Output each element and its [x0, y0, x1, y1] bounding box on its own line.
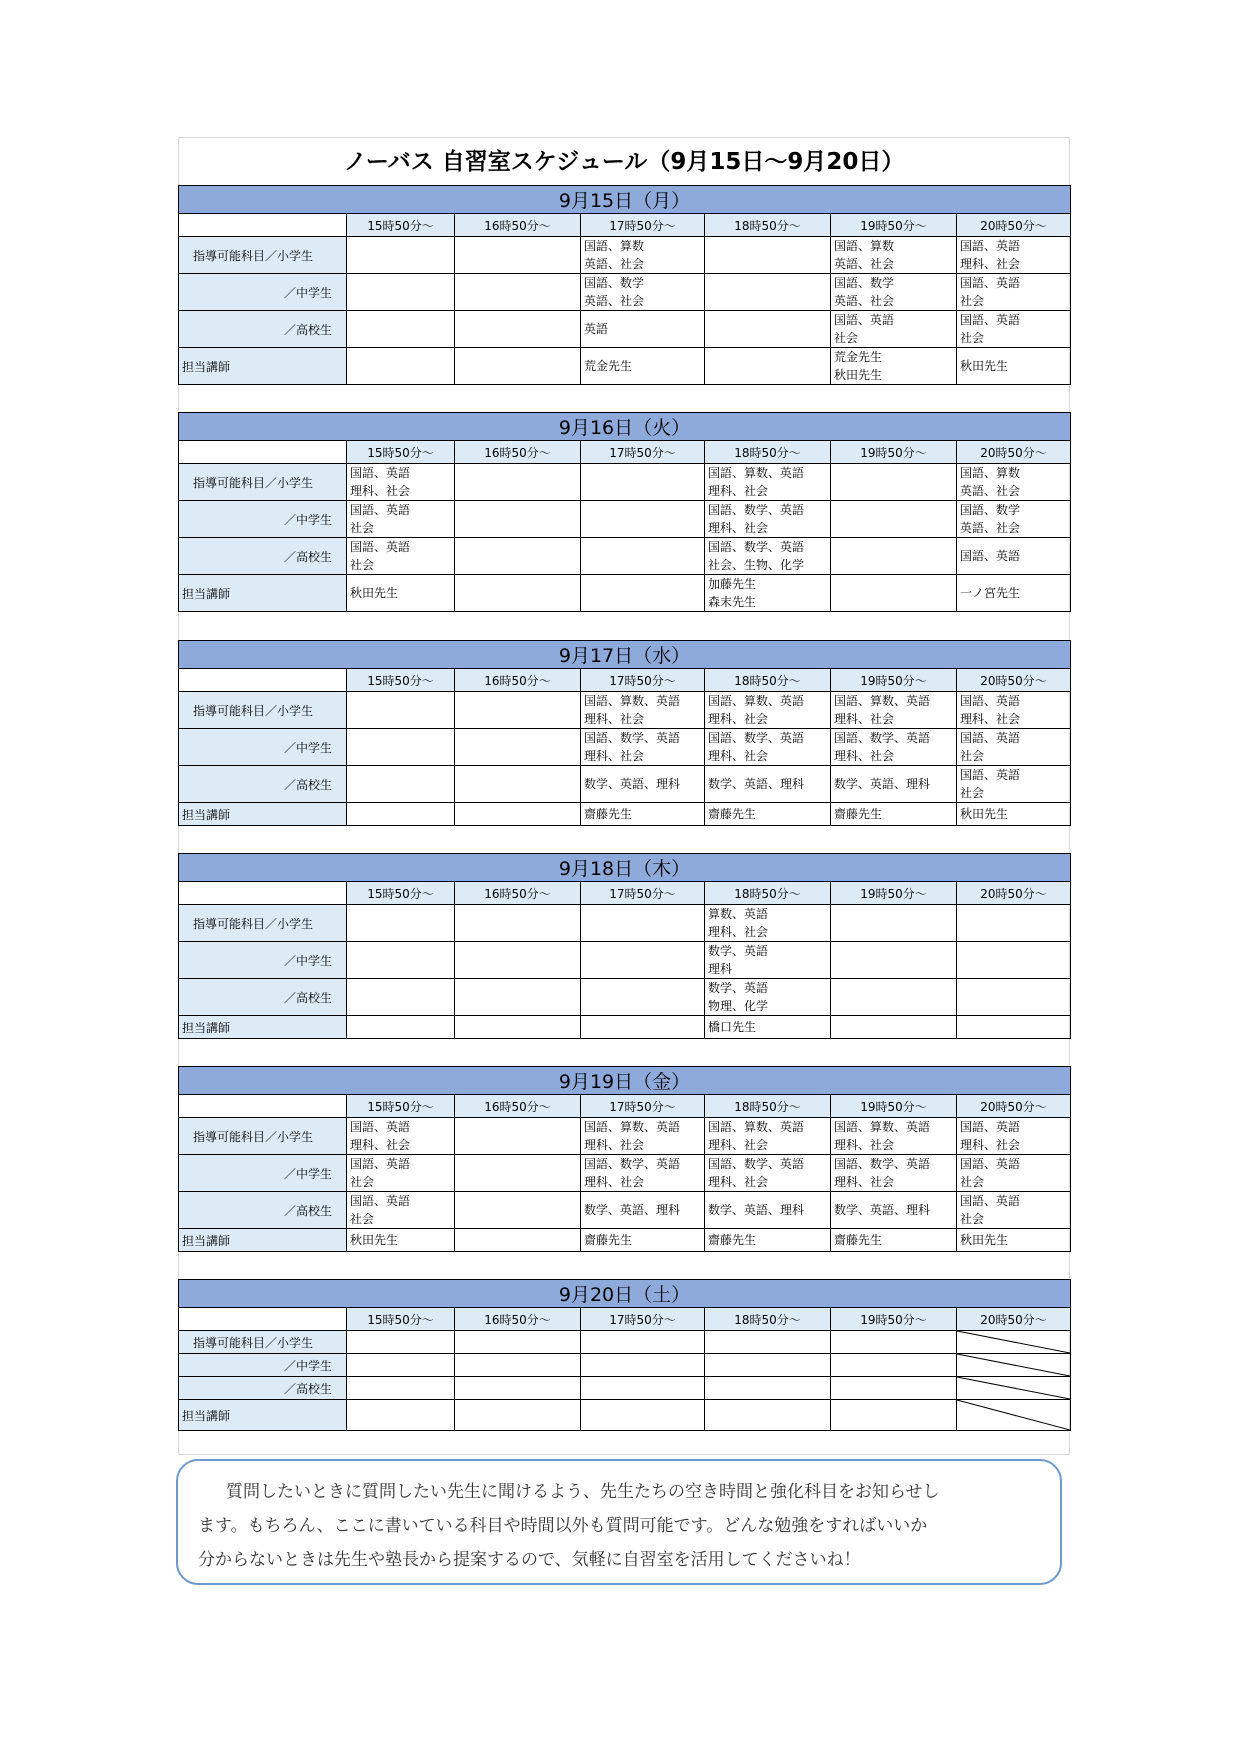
time-slot-header: 16時50分～	[455, 441, 581, 464]
subject-cell	[347, 1331, 455, 1354]
subject-cell	[455, 942, 581, 979]
subject-cell	[347, 942, 455, 979]
subject-cell	[705, 1354, 831, 1377]
subject-cell	[831, 464, 957, 501]
unavailable-slash-cell	[957, 1377, 1071, 1400]
subject-cell	[831, 1354, 957, 1377]
subject-cell: 国語、英語 理科、社会	[347, 1118, 455, 1155]
time-slot-header: 20時50分～	[957, 214, 1071, 237]
subject-cell	[581, 1331, 705, 1354]
junior-row	[179, 729, 1071, 766]
header-blank-cell	[179, 669, 347, 692]
subject-cell	[455, 538, 581, 575]
teacher-row	[179, 1400, 1071, 1431]
subject-cell	[705, 1377, 831, 1400]
subject-cell: 国語、算数、英語 理科、社会	[831, 1118, 957, 1155]
subject-cell	[455, 311, 581, 348]
teacher-cell	[831, 1400, 957, 1431]
time-slot-header: 18時50分～	[705, 669, 831, 692]
subject-cell	[957, 905, 1071, 942]
subject-cell	[581, 942, 705, 979]
subject-cell	[831, 942, 957, 979]
subject-cell: 国語、英語 理科、社会	[957, 237, 1071, 274]
subject-cell: 英語	[581, 311, 705, 348]
subject-cell	[347, 766, 455, 803]
teacher-cell	[455, 1016, 581, 1039]
subject-cell: 国語、英語 社会	[347, 1192, 455, 1229]
row-label: ／中学生	[179, 274, 347, 311]
subject-cell: 国語、英語 社会	[957, 766, 1071, 803]
day-date-header: 9月16日（火）	[179, 413, 1071, 441]
notice-line-1: 質問したいときに質問したい先生に聞けるよう、先生たちの空き時間と強化科目をお知らせし	[226, 1482, 940, 1502]
diagonal-slash-icon	[957, 1377, 1070, 1399]
subject-cell	[705, 237, 831, 274]
teacher-cell	[455, 348, 581, 385]
subject-cell	[705, 1331, 831, 1354]
row-label: ／高校生	[179, 1377, 347, 1400]
teacher-cell	[831, 575, 957, 612]
teacher-cell: 荒金先生	[581, 348, 705, 385]
high-row	[179, 311, 1071, 348]
subject-cell: 国語、数学、英語 理科、社会	[705, 1155, 831, 1192]
row-label: ／高校生	[179, 311, 347, 348]
teacher-row	[179, 803, 1071, 826]
teacher-cell	[957, 1016, 1071, 1039]
elementary-row	[179, 905, 1071, 942]
row-label: 指導可能科目／小学生	[179, 237, 347, 274]
time-slot-header: 19時50分～	[831, 882, 957, 905]
subject-cell	[705, 311, 831, 348]
subject-cell	[831, 538, 957, 575]
teacher-cell	[455, 803, 581, 826]
subject-cell	[347, 1354, 455, 1377]
header-blank-cell	[179, 1308, 347, 1331]
day-table	[178, 1279, 1071, 1431]
row-label: ／高校生	[179, 979, 347, 1016]
subject-cell	[581, 1377, 705, 1400]
subject-cell	[455, 692, 581, 729]
header-blank-cell	[179, 214, 347, 237]
subject-cell	[347, 692, 455, 729]
teacher-cell	[581, 1016, 705, 1039]
teacher-cell	[705, 348, 831, 385]
junior-row	[179, 1354, 1071, 1377]
teacher-cell	[581, 575, 705, 612]
subject-cell	[581, 1354, 705, 1377]
teacher-row	[179, 1016, 1071, 1039]
teacher-cell: 秋田先生	[347, 575, 455, 612]
subject-cell: 国語、算数 英語、社会	[957, 464, 1071, 501]
high-row	[179, 766, 1071, 803]
time-slot-header: 16時50分～	[455, 214, 581, 237]
time-slot-header: 19時50分～	[831, 1308, 957, 1331]
subject-cell: 数学、英語、理科	[581, 766, 705, 803]
subject-cell	[347, 237, 455, 274]
row-label: ／中学生	[179, 1354, 347, 1377]
time-slot-header: 17時50分～	[581, 441, 705, 464]
time-slot-header: 20時50分～	[957, 882, 1071, 905]
subject-cell: 国語、英語 理科、社会	[347, 464, 455, 501]
notice-line-2: ます。もちろん、ここに書いている科目や時間以外も質問可能です。どんな勉強をすればいいか	[198, 1516, 928, 1536]
subject-cell: 国語、数学、英語 理科、社会	[581, 1155, 705, 1192]
time-slot-header: 15時50分～	[347, 441, 455, 464]
time-slot-header: 16時50分～	[455, 882, 581, 905]
day-table	[178, 1066, 1071, 1252]
teacher-cell	[831, 1016, 957, 1039]
teacher-cell	[581, 1400, 705, 1431]
time-slot-header: 20時50分～	[957, 669, 1071, 692]
row-label: 指導可能科目／小学生	[179, 1118, 347, 1155]
subject-cell: 国語、数学、英語 理科、社会	[705, 729, 831, 766]
subject-cell	[831, 979, 957, 1016]
subject-cell: 国語、算数、英語 理科、社会	[581, 692, 705, 729]
high-row	[179, 979, 1071, 1016]
high-row	[179, 1377, 1071, 1400]
teacher-cell: 秋田先生	[347, 1229, 455, 1252]
time-slot-header: 17時50分～	[581, 669, 705, 692]
subject-cell: 国語、数学 英語、社会	[957, 501, 1071, 538]
subject-cell: 国語、英語 社会	[347, 501, 455, 538]
row-label: ／中学生	[179, 1155, 347, 1192]
junior-row	[179, 501, 1071, 538]
time-slot-header: 18時50分～	[705, 1308, 831, 1331]
subject-cell	[347, 274, 455, 311]
subject-cell: 国語、数学、英語 理科、社会	[831, 1155, 957, 1192]
row-label: ／高校生	[179, 1192, 347, 1229]
subject-cell: 国語、英語 社会	[957, 311, 1071, 348]
elementary-row	[179, 464, 1071, 501]
teacher-cell: 秋田先生	[957, 803, 1071, 826]
subject-cell	[347, 979, 455, 1016]
teacher-cell: 荒金先生 秋田先生	[831, 348, 957, 385]
notice-box	[176, 1459, 1062, 1585]
subject-cell: 国語、算数、英語 理科、社会	[705, 1118, 831, 1155]
teacher-cell	[455, 575, 581, 612]
time-slot-header: 16時50分～	[455, 1308, 581, 1331]
time-slot-header: 18時50分～	[705, 441, 831, 464]
subject-cell: 数学、英語、理科	[705, 766, 831, 803]
subject-cell: 国語、英語 社会	[957, 1155, 1071, 1192]
junior-row	[179, 942, 1071, 979]
subject-cell	[455, 1155, 581, 1192]
teacher-cell	[347, 803, 455, 826]
day-table	[178, 412, 1071, 612]
subject-cell: 国語、算数、英語 理科、社会	[581, 1118, 705, 1155]
time-slot-header: 20時50分～	[957, 1308, 1071, 1331]
subject-cell	[581, 905, 705, 942]
time-slot-header: 19時50分～	[831, 441, 957, 464]
subject-cell: 数学、英語 理科	[705, 942, 831, 979]
subject-cell: 数学、英語、理科	[705, 1192, 831, 1229]
subject-cell	[455, 1331, 581, 1354]
day-date-header: 9月18日（木）	[179, 854, 1071, 882]
subject-cell	[455, 1192, 581, 1229]
teacher-cell: 一ノ宮先生	[957, 575, 1071, 612]
high-row	[179, 1192, 1071, 1229]
header-blank-cell	[179, 1095, 347, 1118]
subject-cell	[455, 766, 581, 803]
unavailable-slash-cell	[957, 1354, 1071, 1377]
subject-cell	[581, 464, 705, 501]
teacher-cell	[705, 1400, 831, 1431]
subject-cell	[347, 905, 455, 942]
time-slot-header: 15時50分～	[347, 1095, 455, 1118]
subject-cell: 国語、数学、英語 理科、社会	[581, 729, 705, 766]
high-row	[179, 538, 1071, 575]
teacher-cell: 齋藤先生	[705, 1229, 831, 1252]
row-label: ／高校生	[179, 538, 347, 575]
subject-cell	[455, 1118, 581, 1155]
row-label: 指導可能科目／小学生	[179, 464, 347, 501]
day-table	[178, 640, 1071, 826]
subject-cell	[347, 311, 455, 348]
elementary-row	[179, 1118, 1071, 1155]
subject-cell	[831, 1331, 957, 1354]
subject-cell	[455, 729, 581, 766]
time-slot-header: 16時50分～	[455, 1095, 581, 1118]
teacher-row	[179, 348, 1071, 385]
time-slot-header: 17時50分～	[581, 214, 705, 237]
teacher-cell	[347, 1400, 455, 1431]
teacher-cell: 齋藤先生	[581, 803, 705, 826]
time-slot-header: 17時50分～	[581, 1095, 705, 1118]
subject-cell	[455, 1377, 581, 1400]
day-date-header: 9月19日（金）	[179, 1067, 1071, 1095]
time-slot-header: 20時50分～	[957, 1095, 1071, 1118]
time-slot-header: 18時50分～	[705, 882, 831, 905]
time-slot-header: 15時50分～	[347, 669, 455, 692]
time-slot-header: 15時50分～	[347, 214, 455, 237]
subject-cell: 国語、算数 英語、社会	[831, 237, 957, 274]
subject-cell: 国語、英語 理科、社会	[957, 1118, 1071, 1155]
subject-cell: 国語、算数、英語 理科、社会	[705, 464, 831, 501]
teacher-cell	[455, 1400, 581, 1431]
subject-cell: 数学、英語 物理、化学	[705, 979, 831, 1016]
subject-cell: 数学、英語、理科	[831, 766, 957, 803]
subject-cell: 国語、数学、英語 社会、生物、化学	[705, 538, 831, 575]
time-slot-header: 18時50分～	[705, 214, 831, 237]
day-date-header: 9月15日（月）	[179, 186, 1071, 214]
subject-cell: 国語、英語 社会	[957, 1192, 1071, 1229]
row-label: 担当講師	[179, 1016, 347, 1039]
subject-cell	[957, 942, 1071, 979]
subject-cell: 国語、算数 英語、社会	[581, 237, 705, 274]
row-label: 指導可能科目／小学生	[179, 1331, 347, 1354]
teacher-row	[179, 1229, 1071, 1252]
diagonal-slash-icon	[957, 1354, 1070, 1376]
teacher-cell	[347, 1016, 455, 1039]
junior-row	[179, 274, 1071, 311]
unavailable-slash-cell	[957, 1331, 1071, 1354]
subject-cell	[455, 464, 581, 501]
subject-cell	[347, 729, 455, 766]
row-label: ／中学生	[179, 501, 347, 538]
row-label: ／高校生	[179, 766, 347, 803]
subject-cell	[705, 274, 831, 311]
subject-cell: 国語、数学、英語 理科、社会	[831, 729, 957, 766]
subject-cell	[957, 979, 1071, 1016]
subject-cell: 国語、英語 社会	[347, 538, 455, 575]
teacher-cell: 橋口先生	[705, 1016, 831, 1039]
time-slot-header: 18時50分～	[705, 1095, 831, 1118]
time-slot-header: 17時50分～	[581, 882, 705, 905]
subject-cell	[831, 1377, 957, 1400]
diagonal-slash-icon	[957, 1400, 1070, 1430]
subject-cell	[455, 905, 581, 942]
teacher-cell	[455, 1229, 581, 1252]
teacher-row	[179, 575, 1071, 612]
junior-row	[179, 1155, 1071, 1192]
time-slot-header: 19時50分～	[831, 214, 957, 237]
time-slot-header: 15時50分～	[347, 1308, 455, 1331]
subject-cell: 国語、英語 社会	[957, 274, 1071, 311]
subject-cell: 国語、数学 英語、社会	[581, 274, 705, 311]
time-slot-header: 17時50分～	[581, 1308, 705, 1331]
day-table	[178, 853, 1071, 1039]
teacher-cell: 齋藤先生	[705, 803, 831, 826]
row-label: 指導可能科目／小学生	[179, 692, 347, 729]
subject-cell: 国語、英語 理科、社会	[957, 692, 1071, 729]
subject-cell: 国語、英語 社会	[957, 729, 1071, 766]
time-slot-header: 19時50分～	[831, 669, 957, 692]
row-label: 担当講師	[179, 803, 347, 826]
subject-cell	[455, 979, 581, 1016]
teacher-cell: 齋藤先生	[831, 1229, 957, 1252]
row-label: 担当講師	[179, 1400, 347, 1431]
subject-cell: 国語、英語	[957, 538, 1071, 575]
teacher-cell: 齋藤先生	[581, 1229, 705, 1252]
subject-cell: 国語、数学、英語 理科、社会	[705, 501, 831, 538]
diagonal-slash-icon	[957, 1331, 1070, 1353]
subject-cell: 算数、英語 理科、社会	[705, 905, 831, 942]
row-label: 担当講師	[179, 1229, 347, 1252]
header-blank-cell	[179, 441, 347, 464]
row-label: ／中学生	[179, 942, 347, 979]
subject-cell: 国語、英語 社会	[347, 1155, 455, 1192]
subject-cell	[455, 501, 581, 538]
time-slot-header: 20時50分～	[957, 441, 1071, 464]
subject-cell: 国語、英語 社会	[831, 311, 957, 348]
day-table	[178, 185, 1071, 385]
day-date-header: 9月17日（水）	[179, 641, 1071, 669]
subject-cell: 国語、算数、英語 理科、社会	[705, 692, 831, 729]
row-label: 指導可能科目／小学生	[179, 905, 347, 942]
row-label: 担当講師	[179, 575, 347, 612]
time-slot-header: 19時50分～	[831, 1095, 957, 1118]
subject-cell	[455, 237, 581, 274]
row-label: 担当講師	[179, 348, 347, 385]
time-slot-header: 15時50分～	[347, 882, 455, 905]
subject-cell: 数学、英語、理科	[831, 1192, 957, 1229]
unavailable-slash-cell	[957, 1400, 1071, 1431]
page-title: ノーバス 自習室スケジュール（9月15日～9月20日）	[343, 149, 905, 175]
notice-line-3: 分からないときは先生や塾長から提案するので、気軽に自習室を活用してくださいね！	[198, 1550, 861, 1570]
row-label: ／中学生	[179, 729, 347, 766]
subject-cell	[581, 501, 705, 538]
subject-cell: 数学、英語、理科	[581, 1192, 705, 1229]
day-date-header: 9月20日（土）	[179, 1280, 1071, 1308]
subject-cell: 国語、算数、英語 理科、社会	[831, 692, 957, 729]
teacher-cell: 秋田先生	[957, 1229, 1071, 1252]
subject-cell	[831, 501, 957, 538]
subject-cell	[347, 1377, 455, 1400]
subject-cell	[831, 905, 957, 942]
teacher-cell: 加藤先生 森末先生	[705, 575, 831, 612]
teacher-cell: 秋田先生	[957, 348, 1071, 385]
time-slot-header: 16時50分～	[455, 669, 581, 692]
subject-cell	[455, 274, 581, 311]
elementary-row	[179, 237, 1071, 274]
header-blank-cell	[179, 882, 347, 905]
subject-cell: 国語、数学 英語、社会	[831, 274, 957, 311]
elementary-row	[179, 692, 1071, 729]
elementary-row	[179, 1331, 1071, 1354]
subject-cell	[581, 538, 705, 575]
teacher-cell	[347, 348, 455, 385]
subject-cell	[455, 1354, 581, 1377]
teacher-cell: 齋藤先生	[831, 803, 957, 826]
subject-cell	[581, 979, 705, 1016]
